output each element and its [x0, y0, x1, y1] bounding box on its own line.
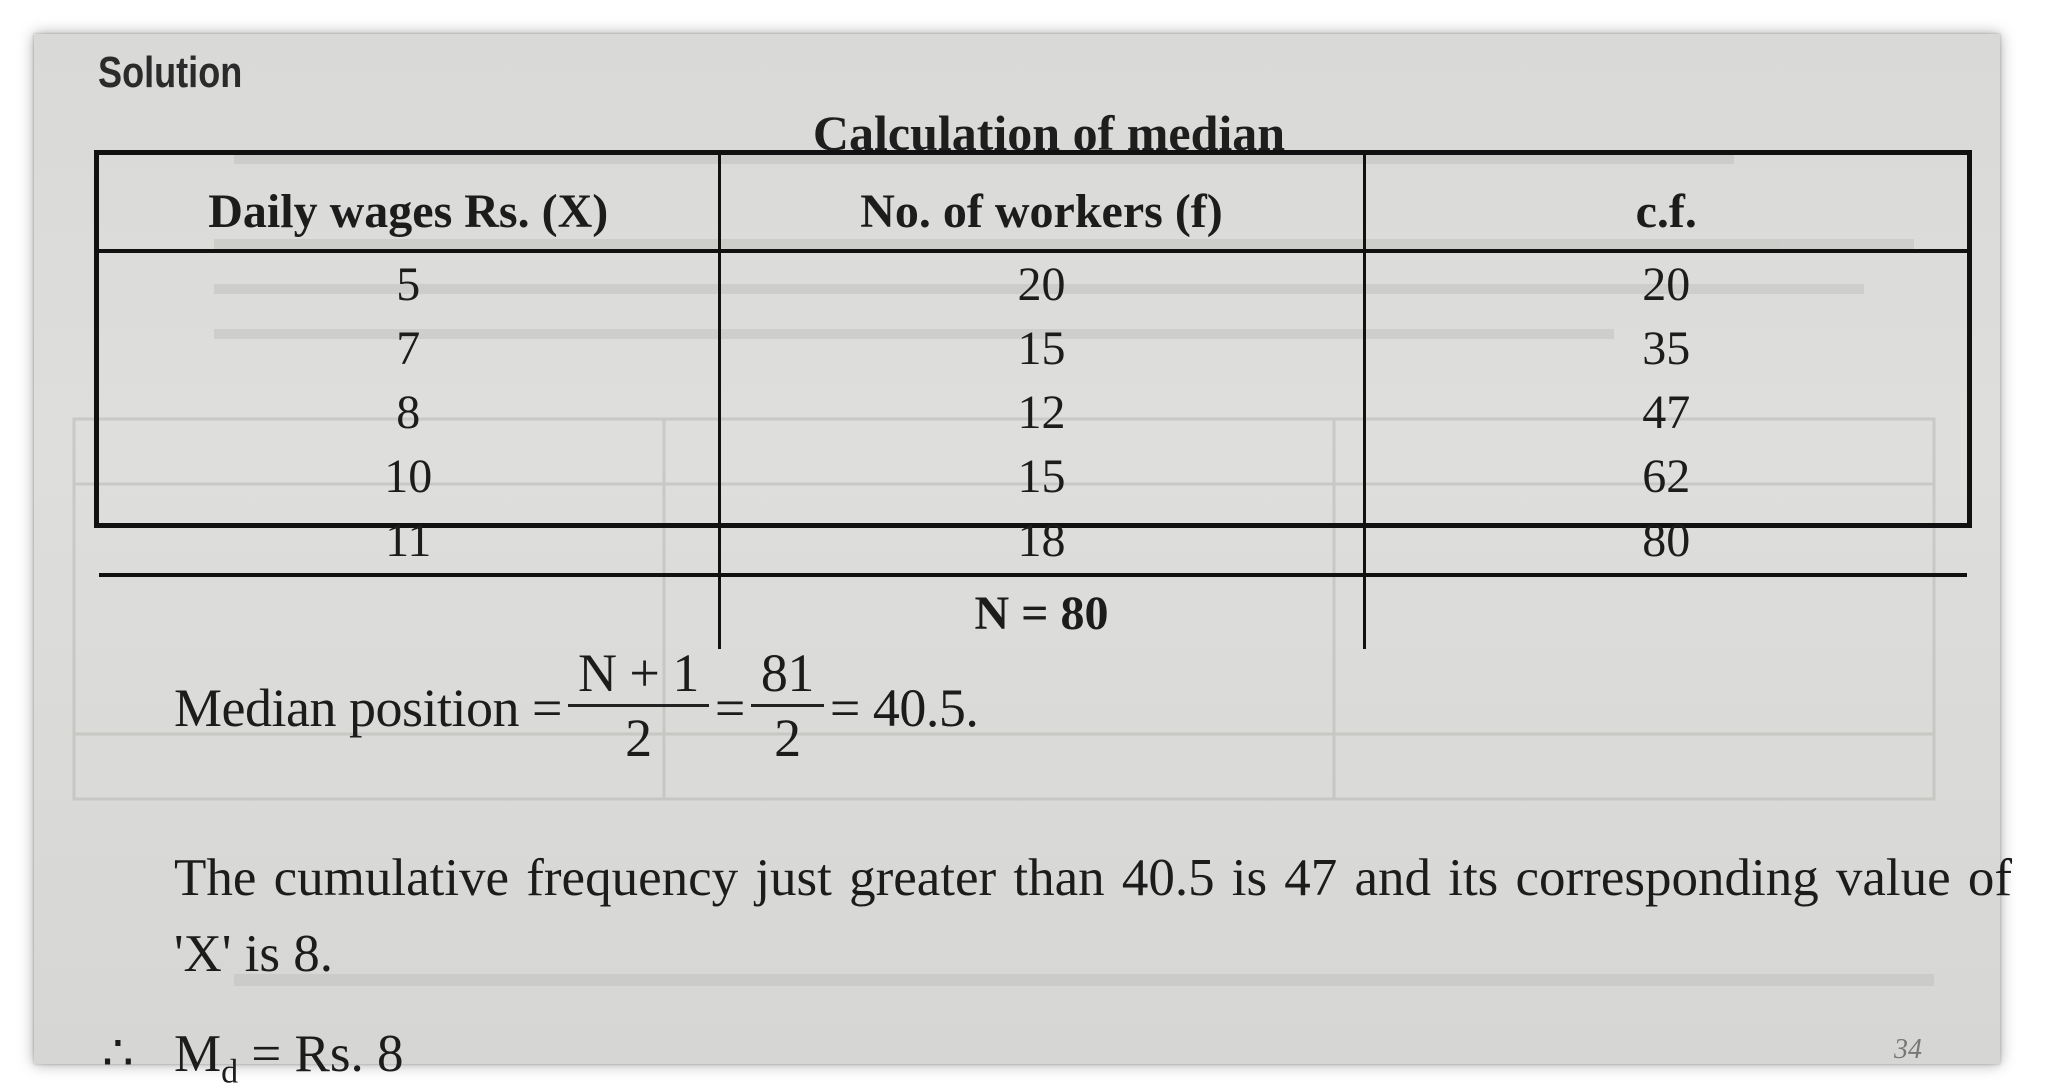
header-daily-wages: Daily wages Rs. (X)	[99, 155, 719, 251]
total-n: N = 80	[719, 575, 1364, 649]
x-value: 8	[396, 386, 421, 439]
median-table	[94, 150, 1972, 640]
header-workers: No. of workers (f)	[719, 155, 1364, 251]
cf-value: 35	[1642, 322, 1691, 375]
header-cf: c.f.	[1364, 155, 1967, 251]
median-conclusion	[174, 1024, 404, 1092]
median-symbol: M	[174, 1025, 222, 1083]
cf-value: 47	[1642, 386, 1691, 439]
table-body-row	[99, 251, 1967, 575]
median-position-formula	[174, 644, 978, 771]
formula-label: Median position =	[174, 677, 562, 738]
cf-value: 20	[1642, 258, 1691, 311]
cf-value: 80	[1642, 514, 1691, 567]
cf-column	[1364, 251, 1967, 575]
solution-heading: Solution	[98, 48, 243, 97]
table-total-row	[99, 575, 1967, 649]
fraction-denominator: 2	[774, 708, 801, 768]
f-column	[719, 251, 1364, 575]
fraction-81-over-2	[751, 642, 824, 769]
x-value: 7	[396, 322, 421, 375]
x-column	[99, 251, 719, 575]
median-value: = Rs. 8	[251, 1025, 404, 1083]
equals-sign: =	[714, 677, 745, 738]
total-empty-cell	[1364, 575, 1967, 649]
f-value: 20	[1017, 258, 1066, 311]
fraction-numerator: 81	[751, 642, 824, 707]
fraction-numerator: N + 1	[568, 642, 709, 707]
table-title: Calculation of median	[812, 105, 1286, 161]
x-value: 10	[384, 450, 433, 503]
document-page	[34, 34, 2012, 1091]
fraction-n-plus-1	[568, 642, 709, 769]
x-value: 11	[385, 514, 432, 567]
therefore-symbol: ∴	[102, 1025, 134, 1081]
f-value: 18	[1017, 514, 1066, 567]
fraction-denominator: 2	[625, 708, 652, 768]
f-value: 15	[1017, 450, 1066, 503]
explanation-paragraph: The cumulative frequency just greater than 40.5 is 47 and its corresponding value of 'X' is 8.	[174, 849, 2012, 983]
total-empty-cell	[99, 575, 719, 649]
page-number: 34	[1894, 1034, 1922, 1065]
formula-result: = 40.5.	[829, 677, 979, 738]
f-value: 15	[1017, 322, 1066, 375]
x-value: 5	[396, 258, 421, 311]
cf-value: 62	[1642, 450, 1691, 503]
median-subscript: d	[221, 1053, 239, 1091]
table-header-row	[99, 155, 1967, 251]
f-value: 12	[1017, 386, 1066, 439]
